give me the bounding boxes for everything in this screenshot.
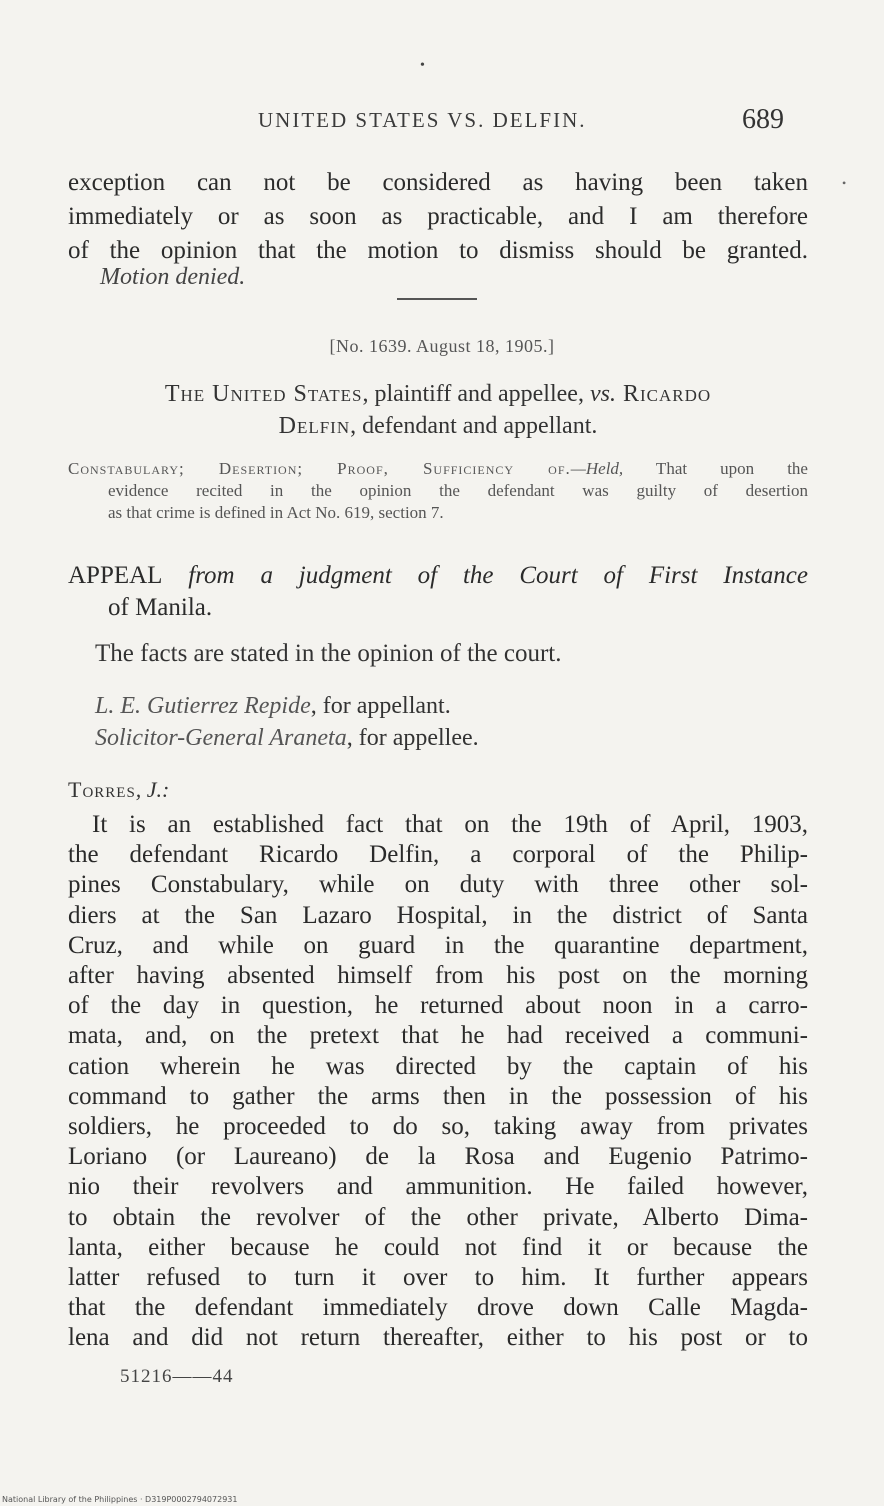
counsel-name: Solicitor-General Araneta [95,725,347,751]
counsel-role: , for appellee. [346,725,479,751]
case-number: [No. 1639. August 18, 1905.] [329,336,555,356]
opinion-line: lanta, either because he could not find it or because the [68,1233,808,1261]
opinion-line: lena and did not return thereafter, either to his post or to [68,1324,808,1352]
versus: vs. [589,381,616,407]
opinion-line: command to gather the arms then in the possession of his [68,1082,808,1110]
section-divider [397,298,477,300]
party-plaintiff: The United States [164,381,363,407]
party-defendant-last: Delfin [278,413,351,439]
counsel-appellant [95,693,451,720]
judge-attribution [68,777,169,803]
appeal-word: APPEAL [68,562,163,589]
opinion-line: Loriano (or Laureano) de la Rosa and Eugenio Patrimo- [68,1143,808,1171]
appeal-text: from a judgment of the Court of First Instance [162,562,808,589]
page-number: 689 [742,104,784,135]
appeal-statement [68,560,808,624]
opinion-line: soldiers, he proceeded to do so, taking away from privates [68,1113,808,1141]
opinion-body [68,810,808,1354]
judge-suffix: , J.: [135,777,170,802]
opinion-line: pines Constabulary, while on duty with three other sol- [68,871,808,899]
counsel-appellee [95,725,479,752]
opinion-line: latter refused to turn it over to him. It further appears [68,1264,808,1292]
appeal-line-2: of Manila. [108,594,213,621]
opinion-line: cation wherein he was directed by the captain of his [68,1052,808,1080]
judge-name: Torres [68,777,136,802]
ornament-mark: • [420,58,425,73]
syllabus-text: That upon the [623,459,808,478]
counsel-name: L. E. Gutierrez Repide [95,693,311,719]
running-head: UNITED STATES VS. DELFIN. [258,108,587,132]
opinion-line: after having absented himself from his post on the morning [68,962,808,990]
syllabus-line-1 [68,458,808,480]
syllabus-held: —Held, [570,459,624,478]
party-plaintiff-role: , plaintiff and appellee, [362,381,590,407]
text-line: of the opinion that the motion to dismiss should be granted. [68,237,808,264]
syllabus-heading: Constabulary; Desertion; Proof, Sufficiency of. [68,459,571,478]
text-line: exception can not be considered as having been taken [68,169,808,196]
case-title [68,378,808,442]
opinion-line: nio their revolvers and ammunition. He failed however, [68,1173,808,1201]
motion-ruling: Motion denied. [100,264,246,290]
syllabus-line-2: evidence recited in the opinion the defendant was guilty of desertion [108,481,808,500]
opinion-line: mata, and, on the pretext that he had received a communi- [68,1022,808,1050]
opinion-line: It is an established fact that on the 19th of April, 1903, [92,811,808,838]
syllabus [68,458,808,524]
facts-statement: The facts are stated in the opinion of the court. [95,640,562,667]
opinion-line: that the defendant immediately drove down Calle Magda- [68,1294,808,1322]
appeal-line-1 [68,560,808,592]
counsel-role: , for appellant. [310,693,451,719]
previous-case-conclusion [68,166,808,268]
syllabus-line-3: as that crime is defined in Act No. 619, section 7. [108,503,444,522]
opinion-line: Cruz, and while on guard in the quarantine department, [68,931,808,959]
opinion-line: to obtain the revolver of the other private, Alberto Dima- [68,1203,808,1231]
scan-footer: National Library of the Philippines · D319P0002794072931 [2,1495,238,1504]
opinion-line: the defendant Ricardo Delfin, a corporal of the Philip- [68,841,808,869]
opinion-line: diers at the San Lazaro Hospital, in the district of Santa [68,901,808,929]
party-defendant-role: , defendant and appellant. [350,413,598,439]
party-defendant-first: Ricardo [615,381,712,407]
margin-mark: • [842,176,847,190]
opinion-line: of the day in question, he returned about noon in a carro- [68,992,808,1020]
text-line: immediately or as soon as practicable, and I am therefore [68,203,808,230]
signature-mark: 51216——44 [120,1366,234,1387]
